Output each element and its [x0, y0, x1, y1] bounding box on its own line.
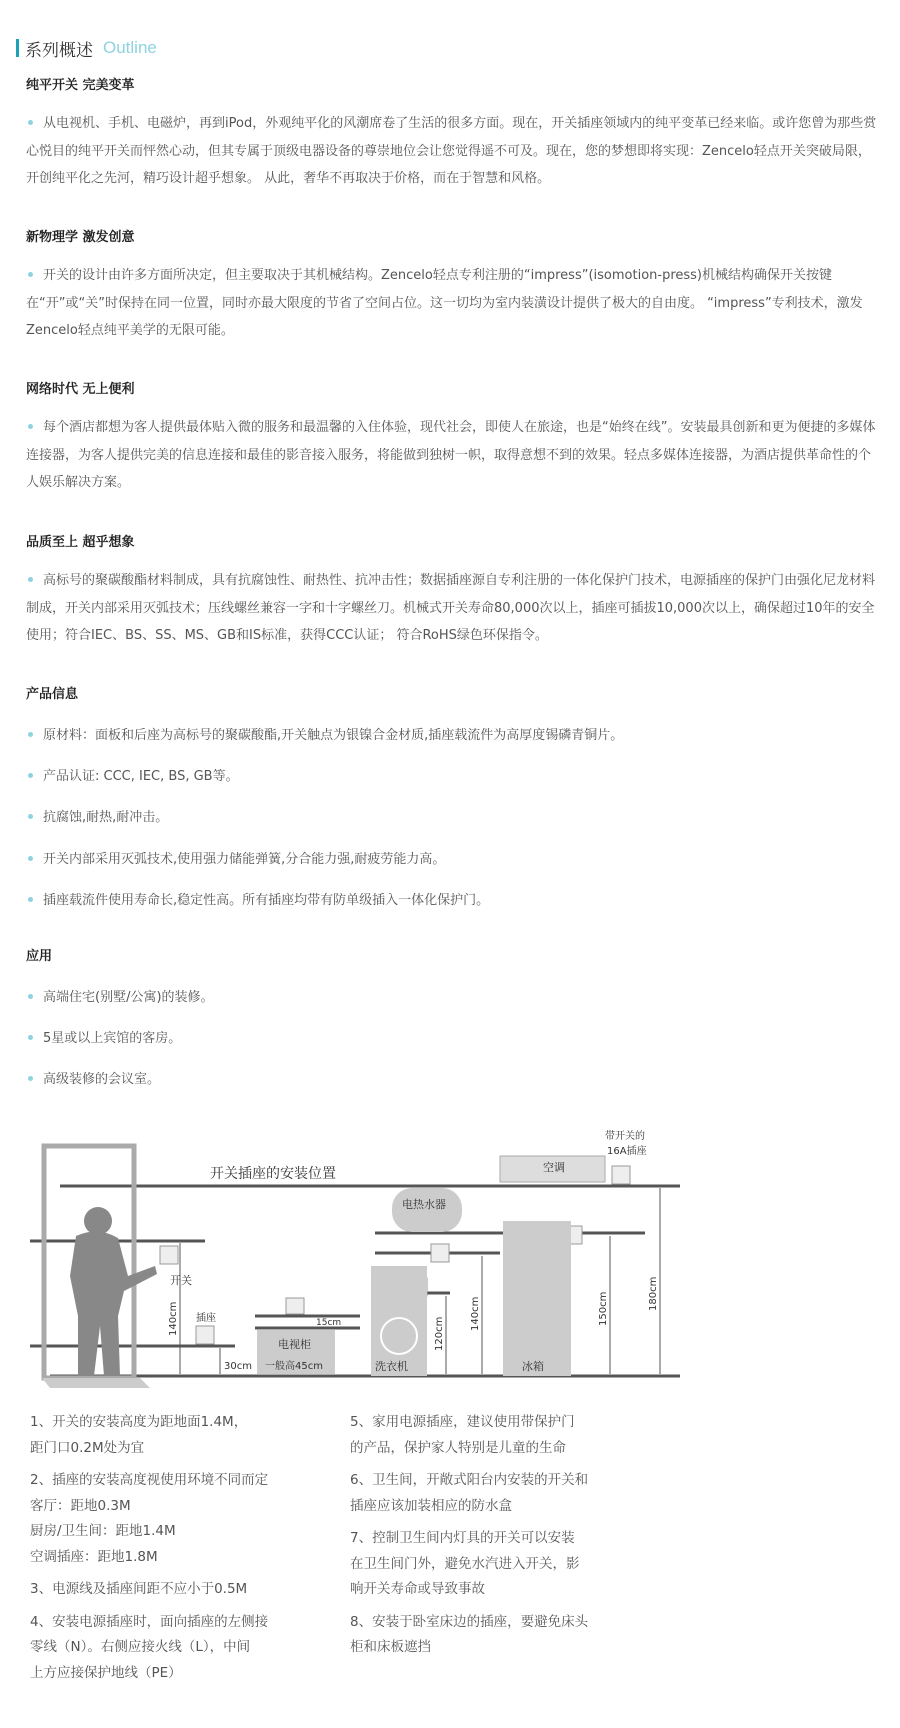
bullet-icon — [28, 897, 33, 902]
note-item — [30, 1410, 340, 1461]
note-item — [350, 1410, 670, 1461]
list-item-text: 高端住宅(别墅/公寓)的装修。 — [43, 990, 214, 1005]
bullet-icon — [28, 120, 33, 125]
paragraph-text: 开关的设计由许多方面所决定，但主要取决于其机械结构。Zencelo轻点专利注册的“impress”(isomotion-press)机械结构确保开关按键在“开”或“关”时保持在同一位置，同时亦最大限度的节省了空间占位。这一切均为室内装潢设计提供了极大的自由度。 “impress”专利技术，激发Zencelo轻点纯平美学的无限可能。 — [26, 268, 863, 338]
list-item — [26, 1068, 160, 1087]
bullet-icon — [28, 1035, 33, 1040]
note-line: 空调插座：距地1.8M — [30, 1548, 158, 1565]
list-item — [26, 724, 623, 743]
list-item-text: 产品认证: CCC, IEC, BS, GB等。 — [43, 769, 239, 784]
note-line: 7、控制卫生间内灯具的开关可以安装 — [350, 1530, 575, 1546]
switch-icon — [160, 1246, 178, 1264]
note-line: 8、安装于卧室床边的插座，要避免床头 — [350, 1613, 589, 1630]
label-switch: 开关 — [170, 1274, 192, 1287]
label-180cm: 180cm — [648, 1276, 659, 1311]
label-ac: 空调 — [543, 1161, 565, 1174]
ac-socket-icon — [612, 1166, 630, 1184]
paragraph — [26, 567, 878, 650]
heading-application: 应用 — [26, 949, 53, 964]
note-line: 厨房/卫生间：距地1.4M — [30, 1523, 176, 1539]
bullet-icon — [28, 994, 33, 999]
installation-diagram — [20, 1126, 700, 1396]
title-accent-bar — [16, 39, 19, 57]
paragraph-text: 每个酒店都想为客人提供最体贴入微的服务和最温馨的入住体验，现代社会，即使人在旅途，也是“始终在线”。安装最具创新和更为便捷的多媒体连接器，为客人提供完美的信息连接和最佳的影音接入服务，将能做到独树一帜，取得意想不到的效果。轻点多媒体连接器，为酒店提供革命性的个人娱乐解决方案。 — [26, 420, 876, 490]
notes-right — [350, 1410, 670, 1668]
note-item — [350, 1468, 670, 1519]
list-item-text: 高级装修的会议室。 — [43, 1072, 161, 1087]
bullet-icon — [28, 272, 33, 277]
note-line: 上方应接保护地线（PE） — [30, 1664, 182, 1681]
bullet-icon — [28, 424, 33, 429]
label-ac-socket: 带开关的 — [605, 1131, 645, 1142]
list-item-text: 开关内部采用灭弧技术,使用强力储能弹簧,分合能力强,耐疲劳能力高。 — [43, 852, 446, 867]
heading-network: 网络时代 无上便利 — [26, 382, 135, 397]
note-line: 4、安装电源插座时，面向插座的左侧接 — [30, 1613, 269, 1630]
label-water-heater: 电热水器 — [402, 1198, 446, 1211]
paragraph — [26, 262, 878, 345]
list-item-text: 原材料：面板和后座为高标号的聚碳酸酯,开关触点为银镍合金材质,插座载流件为高厚度锡磷青铜片。 — [43, 728, 624, 743]
note-item — [30, 1468, 340, 1570]
label-tv-cabinet: 电视柜 — [278, 1338, 311, 1351]
label-140cm: 140cm — [168, 1301, 179, 1336]
label-150cm: 150cm — [598, 1291, 609, 1326]
section-title — [16, 37, 157, 59]
bullet-icon — [28, 814, 33, 819]
label-15cm: 15cm — [316, 1318, 342, 1328]
heading-quality: 品质至上 超乎想象 — [26, 535, 135, 550]
list-item — [26, 848, 445, 867]
label-socket: 插座 — [196, 1313, 216, 1324]
label-30cm: 30cm — [224, 1361, 252, 1372]
paragraph-text: 高标号的聚碳酸酯材料制成，具有抗腐蚀性、耐热性、抗冲击性；数据插座源自专利注册的一体化保护门技术，电源插座的保护门由强化尼龙材料制成，开关内部采用灭弧技术；压线螺丝兼容一字和十字螺丝刀。机械式开关寿命80,000次以上，插座可插拔10,000次以上，确保超过10年的安全使用；符合IEC、BS、SS、MS、GB和IS标准，获得CCC认证； 符合RoHS绿色环保指令。 — [26, 573, 876, 643]
notes-left — [30, 1410, 340, 1693]
title-cn: 系列概述 — [25, 40, 93, 61]
list-item-text: 插座载流件使用寿命长,稳定性高。所有插座均带有防单级插入一体化保护门。 — [43, 893, 490, 908]
diagram-title: 开关插座的安装位置 — [210, 1166, 336, 1182]
list-item — [26, 986, 214, 1005]
paragraph-text: 从电视机、手机、电磁炉，再到iPod，外观纯平化的风潮席卷了生活的很多方面。现在，开关插座领域内的纯平变革已经来临。或许您曾为那些赏心悦目的纯平开关而怦然心动，但其专属于顶级电器设备的尊崇地位会让您觉得遥不可及。现在，您的梦想即将实现：Zencelo轻点开关突破局限，开创纯平化之先河，精巧设计超乎想象。 从此，奢华不再取决于价格，而在于智慧和风格。 — [26, 116, 877, 186]
note-line: 客厅：距地0.3M — [30, 1497, 131, 1514]
label-washer: 洗衣机 — [375, 1360, 408, 1373]
heading-flat-switch: 纯平开关 完美变革 — [26, 78, 135, 93]
label-ac-socket-2: 16A插座 — [607, 1146, 647, 1157]
paragraph — [26, 110, 878, 193]
note-line: 插座应该加装相应的防水盒 — [350, 1497, 512, 1514]
socket-icon — [431, 1244, 449, 1262]
note-line: 2、插座的安装高度视使用环境不同而定 — [30, 1472, 269, 1488]
list-item — [26, 889, 489, 908]
bullet-icon — [28, 577, 33, 582]
socket-icon — [196, 1326, 214, 1344]
note-line: 柜和床板遮挡 — [350, 1639, 431, 1655]
note-item — [350, 1610, 670, 1661]
note-line: 的产品，保护家人特别是儿童的生命 — [350, 1439, 566, 1456]
bullet-icon — [28, 1076, 33, 1081]
list-item-text: 抗腐蚀,耐热,耐冲击。 — [43, 810, 169, 825]
label-fridge: 冰箱 — [522, 1360, 544, 1373]
note-line: 在卫生间门外，避免水汽进入开关，影 — [350, 1555, 580, 1572]
note-item — [30, 1577, 340, 1603]
note-line: 1、开关的安装高度为距地面1.4M， — [30, 1414, 248, 1430]
label-140cm-b: 140cm — [470, 1296, 481, 1331]
note-item — [350, 1526, 670, 1603]
paragraph — [26, 414, 878, 497]
list-item — [26, 806, 168, 825]
note-line: 3、电源线及插座间距不应小于0.5M — [30, 1581, 248, 1597]
heading-physics: 新物理学 激发创意 — [26, 230, 135, 245]
title-en: Outline — [103, 38, 157, 57]
bullet-icon — [28, 732, 33, 737]
list-item-text: 5星或以上宾馆的客房。 — [43, 1031, 182, 1046]
label-120cm: 120cm — [434, 1316, 445, 1351]
label-tv-height: 一般高45cm — [265, 1361, 323, 1372]
list-item — [26, 765, 239, 784]
door-mat — [42, 1378, 150, 1388]
note-line: 零线（N）。右侧应接火线（L），中间 — [30, 1639, 251, 1655]
note-line: 距门口0.2M处为宜 — [30, 1439, 145, 1456]
bullet-icon — [28, 773, 33, 778]
note-line: 响开关寿命或导致事故 — [350, 1581, 485, 1597]
bullet-icon — [28, 856, 33, 861]
note-line: 6、卫生间，开敞式阳台内安装的开关和 — [350, 1472, 589, 1488]
list-item — [26, 1027, 181, 1046]
heading-product-info: 产品信息 — [26, 687, 79, 702]
note-item — [30, 1610, 340, 1687]
note-line: 5、家用电源插座，建议使用带保护门 — [350, 1414, 575, 1430]
socket-icon — [286, 1298, 304, 1314]
person-silhouette — [70, 1207, 157, 1376]
fridge — [503, 1221, 571, 1376]
